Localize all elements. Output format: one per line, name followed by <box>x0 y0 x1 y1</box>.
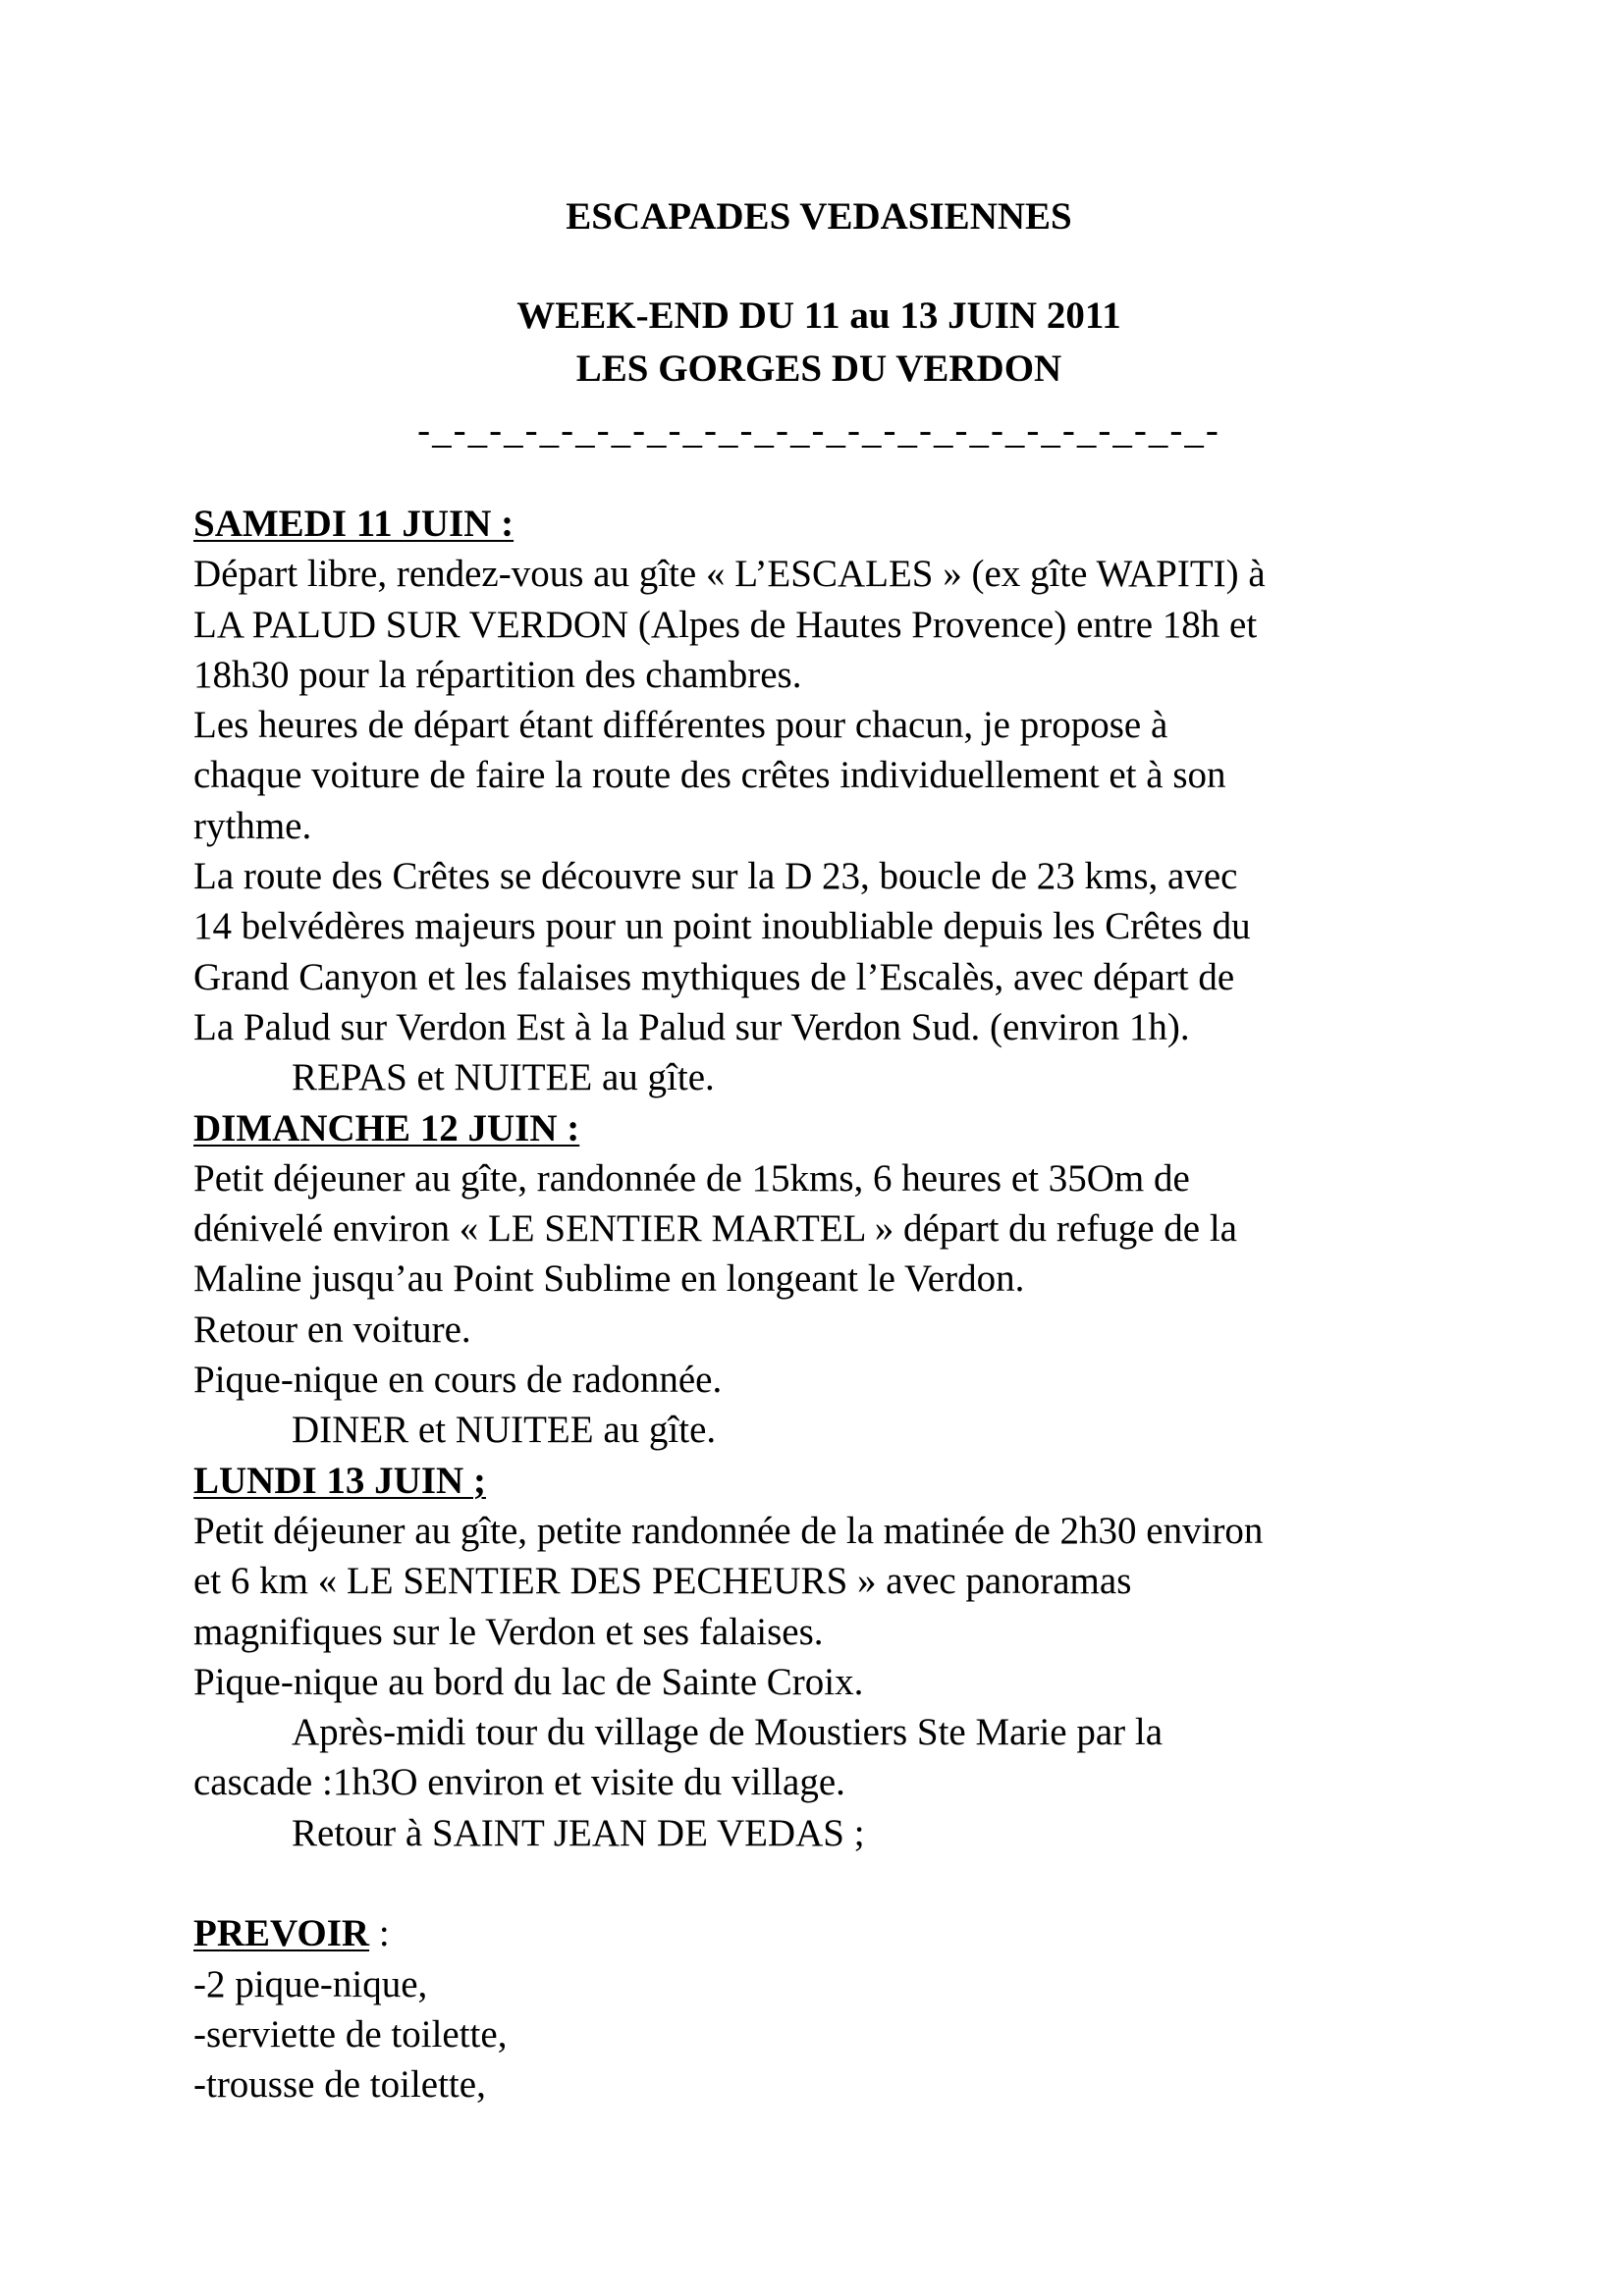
paragraph-line: 14 belvédères majeurs pour un point inoubliable depuis les Crêtes du <box>193 905 1251 948</box>
paragraph-line: Grand Canyon et les falaises mythiques de l’Escalès, avec départ de <box>193 955 1235 998</box>
section-title-prevoir-row <box>193 1908 1499 1958</box>
event-dates: WEEK-END DU 11 au 13 JUIN 2011 <box>516 294 1121 337</box>
paragraph-line: Petit déjeuner au gîte, petite randonnée de la matinée de 2h30 environ <box>193 1509 1264 1552</box>
paragraph-line: La Palud sur Verdon Est à la Palud sur Verdon Sud. (environ 1h). <box>193 1005 1190 1048</box>
paragraph-line: Pique-nique en cours de radonnée. <box>193 1359 723 1402</box>
afternoon-line: Après-midi tour du village de Moustiers Ste Marie par la <box>292 1711 1164 1754</box>
paragraph-line: La route des Crêtes se découvre sur la D 23, boucle de 23 kms, avec <box>193 855 1238 898</box>
paragraph-line: chaque voiture de faire la route des crêtes individuellement et à son <box>193 754 1226 797</box>
paragraph-line: Départ libre, rendez-vous au gîte « L’ESCALES » (ex gîte WAPITI) à <box>193 553 1266 596</box>
checklist-item: -serviette de toilette, <box>193 2012 508 2056</box>
meal-note-samedi: REPAS et NUITEE au gîte. <box>292 1056 715 1099</box>
blank-line <box>193 1858 1499 1908</box>
section-title-samedi: SAMEDI 11 JUIN : <box>193 503 514 545</box>
checklist-item: -2 pique-nique, <box>193 1962 428 2005</box>
document-title: ESCAPADES VEDASIENNES <box>566 195 1072 238</box>
section-title-lundi: LUNDI 13 JUIN ; <box>193 1459 486 1502</box>
section-title-prevoir: PREVOIR <box>193 1912 370 1955</box>
paragraph-line: Maline jusqu’au Point Sublime en longeant le Verdon. <box>193 1257 1025 1301</box>
paragraph-line: Petit déjeuner au gîte, randonnée de 15kms, 6 heures et 35Om de <box>193 1156 1190 1200</box>
section-title-dimanche: DIMANCHE 12 JUIN : <box>193 1106 580 1149</box>
program-body <box>193 499 1499 2110</box>
paragraph-line: Pique-nique au bord du lac de Sainte Croix. <box>193 1660 864 1703</box>
section-title-prevoir-suffix: : <box>369 1912 390 1955</box>
checklist-item: -trousse de toilette, <box>193 2063 486 2107</box>
return-note: Retour à SAINT JEAN DE VEDAS ; <box>292 1811 865 1854</box>
paragraph-line: rythme. <box>193 804 312 847</box>
paragraph-line: Les heures de départ étant différentes pour chacun, je propose à <box>193 704 1168 747</box>
separator-rule: -_-_-_-_-_-_-_-_-_-_-_-_-_-_-_-_-_-_-_-_-_-_- <box>417 409 1220 452</box>
paragraph-line: et 6 km « LE SENTIER DES PECHEURS » avec panoramas <box>193 1560 1132 1603</box>
paragraph-line: dénivelé environ « LE SENTIER MARTEL » départ du refuge de la <box>193 1207 1237 1251</box>
paragraph-line: LA PALUD SUR VERDON (Alpes de Hautes Provence) entre 18h et <box>193 603 1258 646</box>
paragraph-line: 18h30 pour la répartition des chambres. <box>193 653 802 696</box>
meal-note-dimanche: DINER et NUITEE au gîte. <box>292 1409 717 1452</box>
afternoon-line: cascade :1h3O environ et visite du village. <box>193 1761 845 1804</box>
event-place: LES GORGES DU VERDON <box>575 347 1062 390</box>
paragraph-line: magnifiques sur le Verdon et ses falaises. <box>193 1610 824 1653</box>
paragraph-line: Retour en voiture. <box>193 1308 471 1351</box>
